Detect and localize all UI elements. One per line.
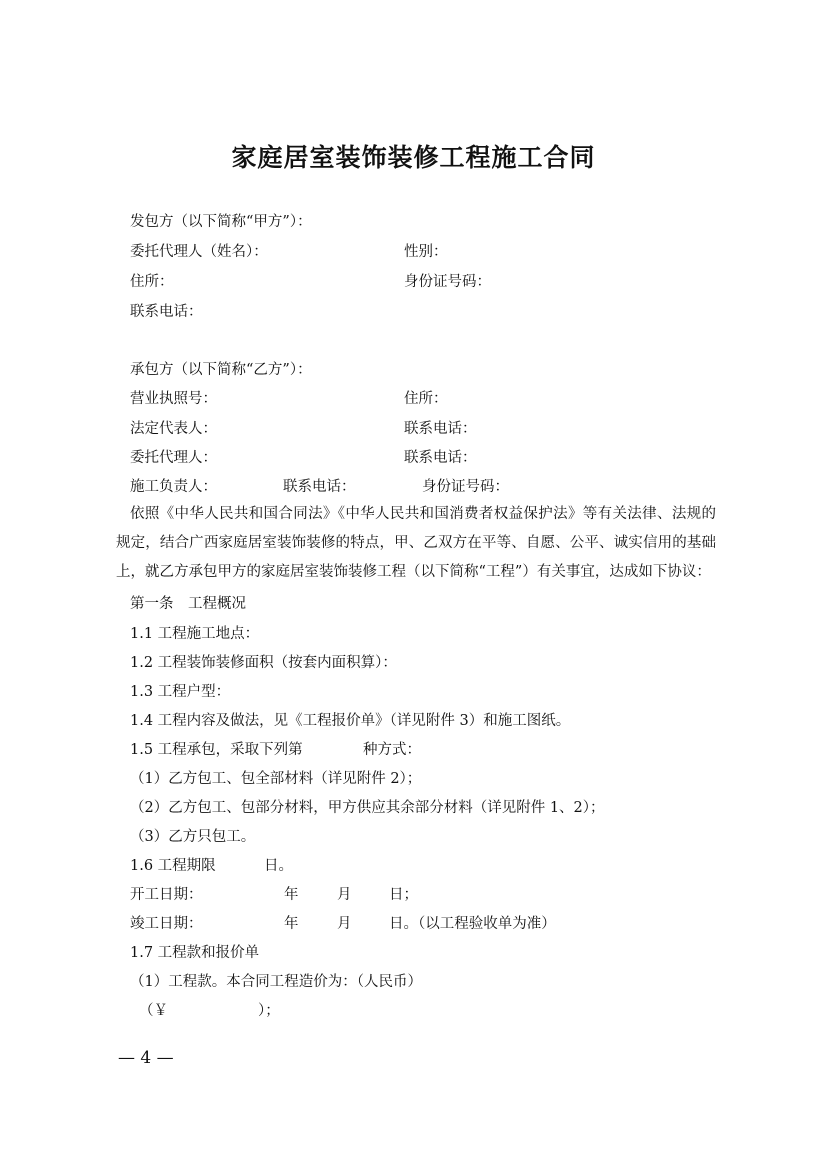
item-1-6-prefix: 1.6 工程期限 (130, 858, 216, 874)
party-b-legal-rep-phone-label: 联系电话： (404, 421, 477, 437)
price-line: （1）工程款。本合同工程造价为：（人民币） (130, 974, 422, 990)
item-1-4: 1.4 工程内容及做法，见《工程报价单》（详见附件 3）和施工图纸。 (130, 713, 571, 729)
article-1-heading: 第一条 工程概况 (130, 596, 246, 612)
preamble-paragraph: 依照《中华人民共和国合同法》《中华人民共和国消费者权益保护法》等有关法律、法规的规定，结合广西家庭居室装饰装修的特点，甲、乙双方在平等、自愿、公平、诚实信用的基础上，就乙方承包甲方的家庭居室装饰装修工程（以下简称“工程”）有关事宜，达成如下协议： (116, 506, 716, 580)
party-b-address-label: 住所： (404, 391, 448, 407)
party-a-address-label: 住所： (130, 274, 174, 290)
item-1-7: 1.7 工程款和报价单 (130, 945, 260, 961)
start-year-label: 年 (284, 887, 299, 903)
start-day-label: 日； (389, 887, 418, 903)
party-b-heading: 承包方（以下简称“乙方”）： (130, 362, 312, 378)
finish-date-label: 竣工日期： (130, 916, 203, 932)
party-a-id-label: 身份证号码： (404, 274, 491, 290)
party-b-site-manager-label: 施工负责人： (130, 479, 217, 495)
party-b-license-label: 营业执照号： (130, 391, 217, 407)
option-1: （1）乙方包工、包全部材料（详见附件 2）； (130, 771, 422, 787)
option-2: （2）乙方包工、包部分材料，甲方供应其余部分材料（详见附件 1、2）； (130, 800, 605, 816)
party-b-legal-rep-label: 法定代表人： (130, 421, 217, 437)
finish-day-label: 日。（以工程验收单为准） (389, 916, 556, 932)
item-1-5-suffix: 种方式： (363, 742, 421, 758)
item-1-1: 1.1 工程施工地点： (130, 626, 260, 642)
page-number: — 4 — (118, 1048, 174, 1068)
party-b-agent-label: 委托代理人： (130, 450, 217, 466)
item-1-6-suffix: 日。 (264, 858, 293, 874)
party-a-gender-label: 性别： (404, 244, 448, 260)
document-title: 家庭居室装饰装修工程施工合同 (231, 143, 596, 172)
item-1-5-prefix: 1.5 工程承包，采取下列第 (130, 742, 303, 758)
yen-close: ）； (258, 1003, 280, 1019)
party-b-site-manager-phone-label: 联系电话： (283, 479, 356, 495)
finish-year-label: 年 (284, 916, 299, 932)
party-b-site-manager-id-label: 身份证号码： (422, 479, 509, 495)
item-1-2: 1.2 工程装饰装修面积（按套内面积算）： (130, 655, 397, 671)
start-date-label: 开工日期： (130, 887, 203, 903)
party-b-agent-phone-label: 联系电话： (404, 450, 477, 466)
party-a-phone-label: 联系电话： (130, 304, 203, 320)
party-a-heading: 发包方（以下简称“甲方”）： (130, 214, 312, 230)
item-1-3: 1.3 工程户型： (130, 684, 231, 700)
yen-open: （￥ (139, 1003, 168, 1019)
party-a-agent-label: 委托代理人（姓名）： (130, 244, 268, 260)
start-month-label: 月 (337, 887, 352, 903)
finish-month-label: 月 (337, 916, 352, 932)
option-3: （3）乙方只包工。 (130, 829, 256, 845)
